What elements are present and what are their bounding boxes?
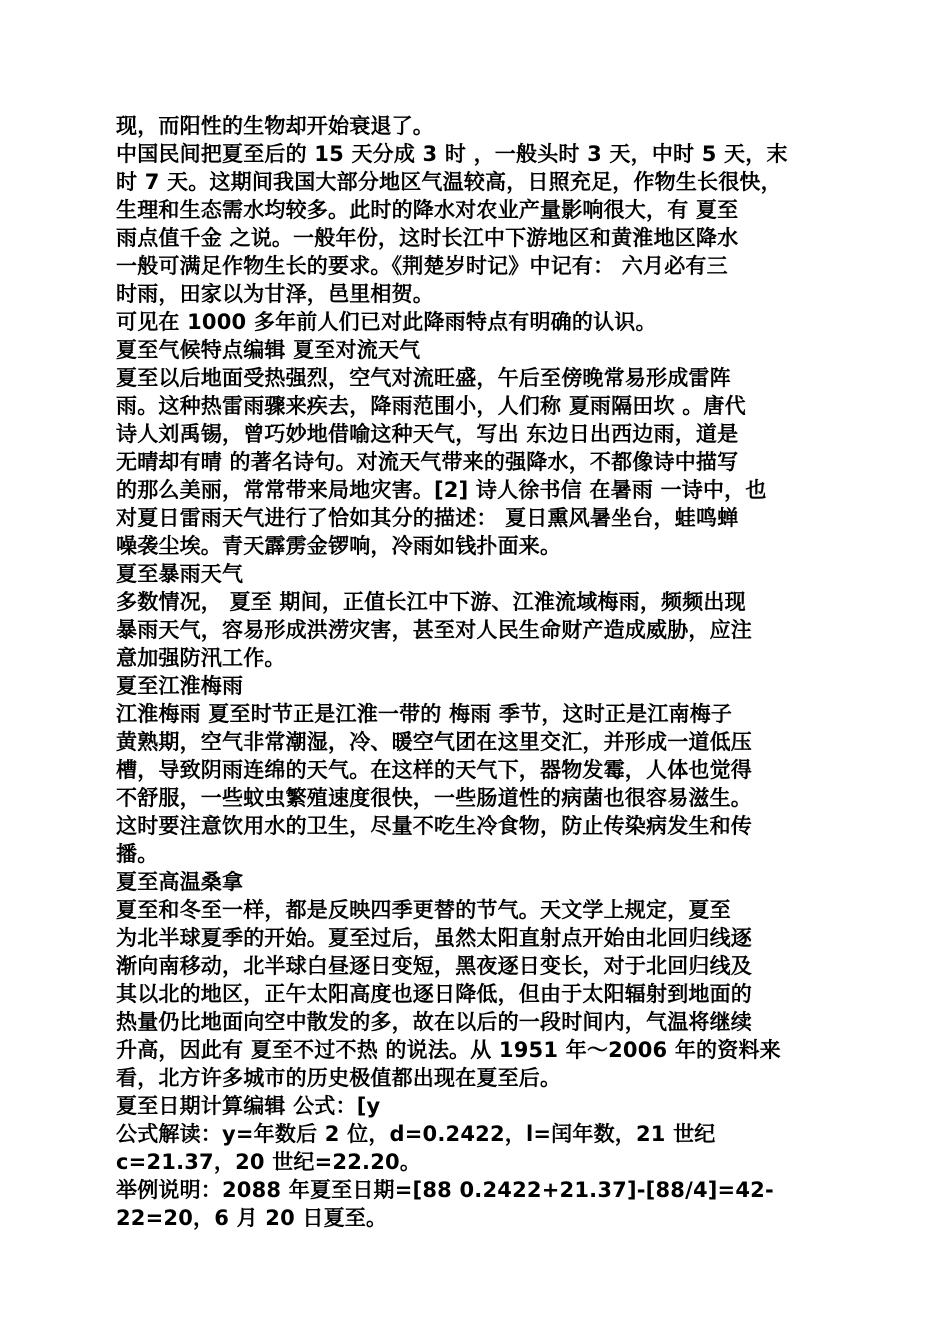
text-line: 江淮梅雨 夏至时节正是江淮一带的 梅雨 季节，这时正是江南梅子 (116, 702, 733, 726)
text-line: 诗人刘禹锡，曾巧妙地借喻这种天气，写出 东边日出西边雨，道是 (116, 422, 739, 446)
formula-line: c=21.37，20 世纪=22.20。 (116, 1150, 422, 1174)
text-line: 黄熟期，空气非常潮湿，冷、暖空气团在这里交汇，并形成一道低压 (116, 730, 752, 754)
text-line: 热量仍比地面向空中散发的多，故在以后的一段时间内，气温将继续 (116, 1010, 752, 1034)
example-line: 22=20，6 月 20 日夏至。 (116, 1206, 388, 1230)
text-line: 中国民间把夏至后的 15 天分成 3 时 ，一般头时 3 天，中时 5 天，末 (116, 142, 788, 166)
text-line: 时雨，田家以为甘泽，邑里相贺。 (116, 282, 434, 306)
text-line: 可见在 1000 多年前人们已对此降雨特点有明确的认识。 (116, 310, 657, 334)
text-line: 生理和生态需水均较多。此时的降水对农业产量影响很大，有 夏至 (116, 198, 739, 222)
document-body (116, 112, 840, 1232)
text-line: 夏至以后地面受热强烈，空气对流旺盛，午后至傍晚常易形成雷阵 (116, 366, 731, 390)
text-line: 播。 (116, 842, 159, 866)
text-line: 其以北的地区，正午太阳高度也逐日降低，但由于太阳辐射到地面的 (116, 982, 752, 1006)
text-line: 雨点值千金 之说。一般年份，这时长江中下游地区和黄淮地区降水 (116, 226, 739, 250)
text-line: 不舒服，一些蚊虫繁殖速度很快，一些肠道性的病菌也很容易滋生。 (116, 786, 752, 810)
formula-line: 公式解读：y=年数后 2 位，d=0.2422，l=闰年数，21 世纪 (116, 1122, 716, 1146)
section-heading: 夏至气候特点编辑 夏至对流天气 (116, 338, 421, 362)
text-line: 的那么美丽，常常带来局地灾害。[2] 诗人徐书信 在暑雨 一诗中，也 (116, 478, 767, 502)
text-line: 一般可满足作物生长的要求。《荆楚岁时记》中记有： 六月必有三 (116, 254, 728, 278)
text-line: 暴雨天气，容易形成洪涝灾害，甚至对人民生命财产造成威胁，应注 (116, 618, 752, 642)
text-line: 渐向南移动，北半球白昼逐日变短，黑夜逐日变长，对于北回归线及 (116, 954, 752, 978)
example-line: 举例说明：2088 年夏至日期=[88 0.2422+21.37]-[88/4]=42- (116, 1178, 774, 1202)
text-line: 看，北方许多城市的历史极值都出现在夏至后。 (116, 1066, 562, 1090)
text-line: 噪袭尘埃。青天霹雳金锣响，冷雨如钱扑面来。 (116, 534, 562, 558)
section-heading: 夏至江淮梅雨 (116, 674, 244, 698)
text-line: 雨。这种热雷雨骤来疾去，降雨范围小，人们称 夏雨隔田坎 。唐代 (116, 394, 746, 418)
text-line: 升高，因此有 夏至不过不热 的说法。从 1951 年～2006 年的资料来 (116, 1038, 781, 1062)
text-line: 多数情况， 夏至 期间，正值长江中下游、江淮流域梅雨，频频出现 (116, 590, 746, 614)
section-heading: 夏至暴雨天气 (116, 562, 244, 586)
text-line: 现，而阳性的生物却开始衰退了。 (116, 114, 434, 138)
section-heading: 夏至日期计算编辑 公式：[y (116, 1094, 381, 1118)
text-line: 意加强防汛工作。 (116, 646, 286, 670)
section-heading: 夏至高温桑拿 (116, 870, 244, 894)
text-line: 为北半球夏季的开始。夏至过后，虽然太阳直射点开始由北回归线逐 (116, 926, 752, 950)
text-line: 无晴却有晴 的著名诗句。对流天气带来的强降水，不都像诗中描写 (116, 450, 739, 474)
text-line: 时 7 天。这期间我国大部分地区气温较高，日照充足，作物生长很快， (116, 170, 782, 194)
text-line: 对夏日雷雨天气进行了恰如其分的描述： 夏日熏风暑坐台，蛙鸣蝉 (116, 506, 739, 530)
text-line: 夏至和冬至一样，都是反映四季更替的节气。天文学上规定，夏至 (116, 898, 731, 922)
text-line: 这时要注意饮用水的卫生，尽量不吃生冷食物，防止传染病发生和传 (116, 814, 752, 838)
text-line: 槽，导致阴雨连绵的天气。在这样的天气下，器物发霉，人体也觉得 (116, 758, 752, 782)
